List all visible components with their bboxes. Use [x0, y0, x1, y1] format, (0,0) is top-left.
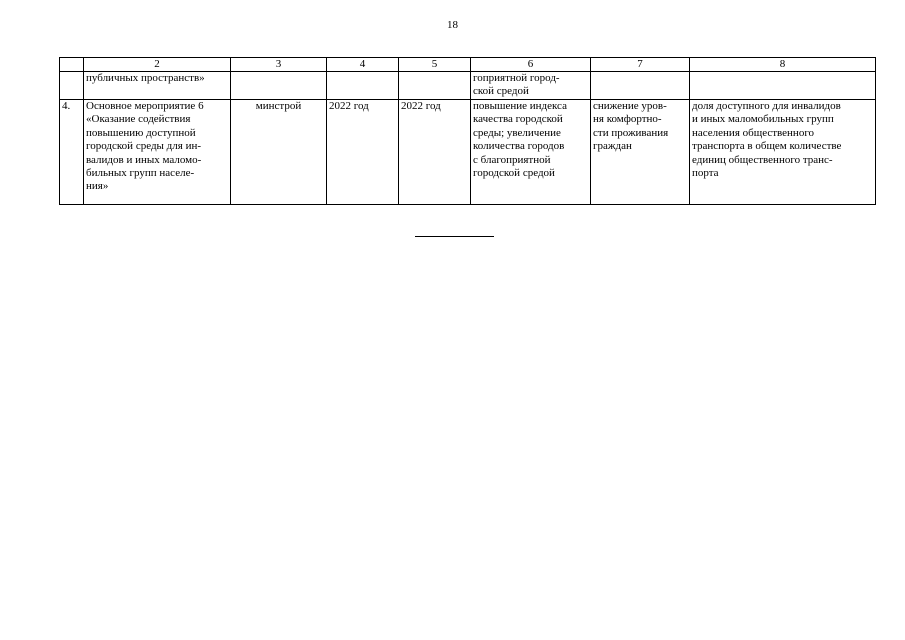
cell-end-year: 2022 год	[399, 100, 471, 205]
cell-start-year	[327, 72, 399, 100]
table-header-row	[60, 58, 876, 72]
table-row-continuation	[60, 72, 876, 100]
cell-consequences: снижение уров- ня комфортно- сти проживания граждан	[591, 100, 690, 205]
header-cell-1	[60, 58, 84, 72]
header-cell-3: 3	[231, 58, 327, 72]
cell-measure-name: Основное мероприятие 6 «Оказание содействия повышению доступной городской среды для ин- валидов и иных маломо- бильных групп населе- ния»	[84, 100, 231, 205]
cell-expected-result: повышение индекса качества городской среды; увеличение количества городов с благоприятной городской средой	[471, 100, 591, 205]
cell-indicator: доля доступного для инвалидов и иных маломобильных групп населения общественного транспорта в общем количестве единиц общественного транс- порта	[690, 100, 876, 205]
end-divider-line	[415, 236, 494, 237]
cell-indicator	[690, 72, 876, 100]
cell-expected-result: гоприятной город- ской средой	[471, 72, 591, 100]
cell-number	[60, 72, 84, 100]
header-cell-8: 8	[690, 58, 876, 72]
cell-start-year: 2022 год	[327, 100, 399, 205]
header-cell-5: 5	[399, 58, 471, 72]
cell-executor: минстрой	[231, 100, 327, 205]
table-row-measure-4	[60, 100, 876, 205]
cell-end-year	[399, 72, 471, 100]
header-cell-7: 7	[591, 58, 690, 72]
page-number: 18	[447, 19, 458, 31]
cell-executor	[231, 72, 327, 100]
header-cell-6: 6	[471, 58, 591, 72]
header-cell-2: 2	[84, 58, 231, 72]
cell-consequences	[591, 72, 690, 100]
measures-table	[59, 57, 876, 205]
cell-number: 4.	[60, 100, 84, 205]
header-cell-4: 4	[327, 58, 399, 72]
cell-measure-name: публичных пространств»	[84, 72, 231, 100]
